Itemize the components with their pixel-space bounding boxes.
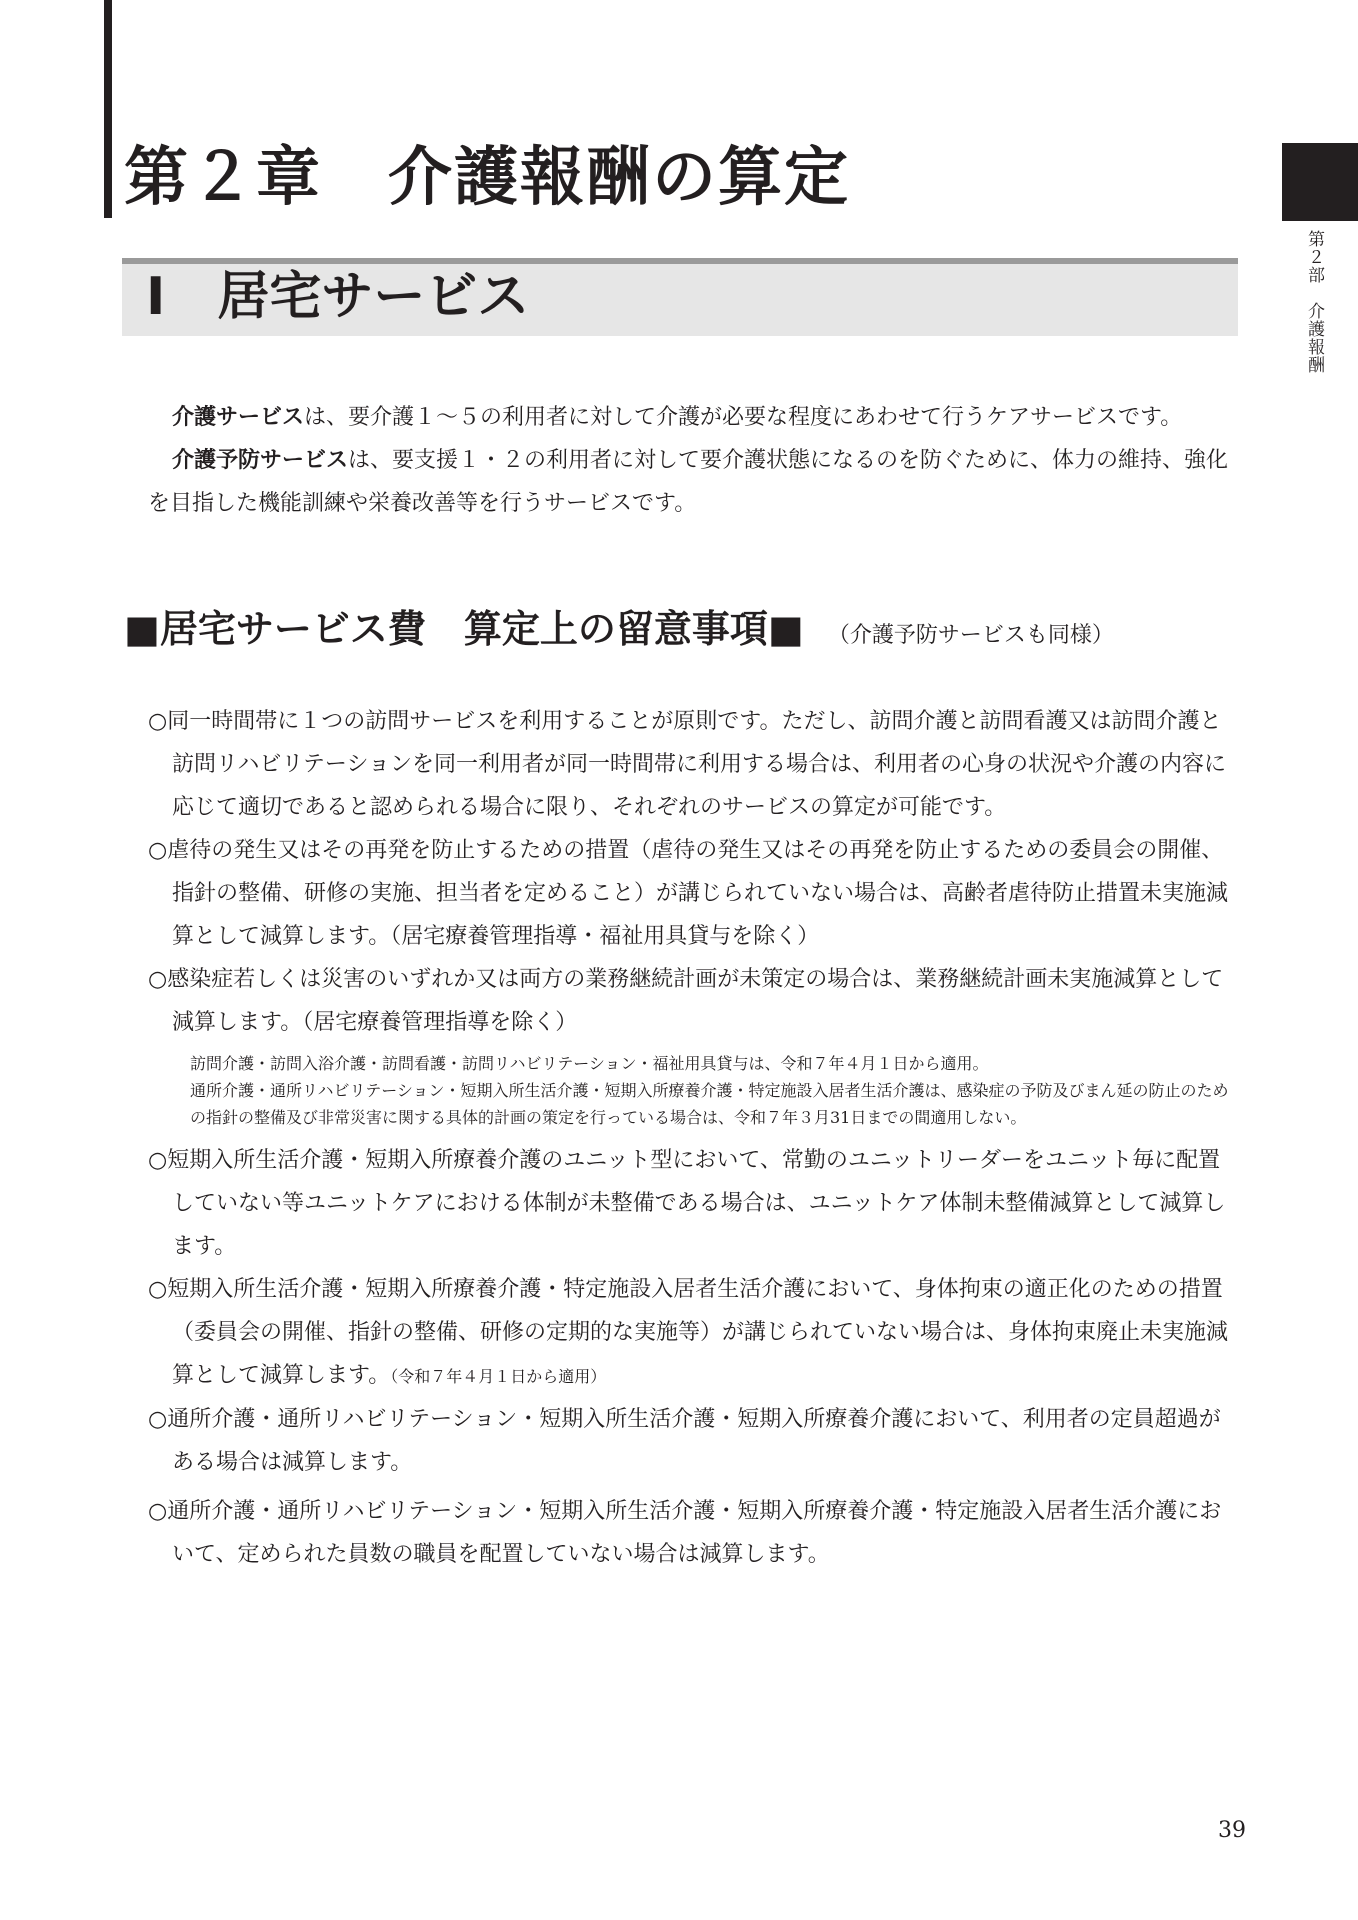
list-item: ○感染症若しくは災害のいずれか又は両方の業務継続計画が未策定の場合は、業務継続計画未実施減算として減算します。（居宅療養管理指導を除く） (148, 967, 1224, 1035)
side-tab-marker (1282, 143, 1358, 221)
note-line: 訪問介護・訪問入浴介護・訪問看護・訪問リハビリテーション・福祉用具貸与は、令和７年４月１日から適用。 (190, 1054, 989, 1073)
subsection-heading (124, 604, 1114, 654)
subsection-note: （介護予防サービスも同様） (827, 623, 1114, 648)
list-item (148, 1268, 1240, 1398)
list-item: ○短期入所生活介護・短期入所療養介護のユニット型において、常勤のユニットリーダーをユニット毎に配置していない等ユニットケアにおける体制が未整備である場合は、ユニットケア体制未整備減算として減算します。 (148, 1148, 1226, 1259)
subsection-title: ■居宅サービス費 算定上の留意事項■ (124, 607, 804, 651)
chapter-title: 第２章 介護報酬の算定 (124, 141, 850, 215)
list-item-note: （令和７年４月１日から適用） (390, 1367, 607, 1386)
intro-text: は、要支援１・２の利用者に対して要介護状態になるのを防ぐために、体力の維持、強化を目指した機能訓練や栄養改善等を行うサービスです。 (148, 448, 1229, 516)
list-item: ○通所介護・通所リハビリテーション・短期入所生活介護・短期入所療養介護において、利用者の定員超過がある場合は減算します。 (148, 1407, 1221, 1475)
page-number: 39 (1218, 1818, 1246, 1843)
chapter-bar (104, 0, 112, 218)
list-item: ○虐待の発生又はその再発を防止するための措置（虐待の発生又はその再発を防止するための委員会の開催、指針の整備、研修の実施、担当者を定めること）が講じられていない場合は、高齢者虐待防止措置未実施減算として減算します。（居宅療養管理指導・福祉用具貸与を除く） (148, 838, 1229, 949)
list-item: ○同一時間帯に１つの訪問サービスを利用することが原則です。ただし、訪問介護と訪問看護又は訪問介護と訪問リハビリテーションを同一利用者が同一時間帯に利用する場合は、利用者の心身の状況や介護の内容に応じて適切であると認められる場合に限り、それぞれのサービスの算定が可能です。 (148, 709, 1227, 820)
intro-paragraph (148, 439, 1238, 525)
intro-term: 介護サービス (172, 405, 305, 430)
side-tab-label: 第２部 介護報酬 (1304, 230, 1324, 374)
intro-paragraph (148, 396, 1238, 439)
intro-term: 介護予防サービス (172, 448, 349, 473)
notice-list (148, 700, 1240, 1576)
intro-text: は、要介護１～５の利用者に対して介護が必要な程度にあわせて行うケアサービスです。 (304, 405, 1183, 430)
section-title: Ⅰ 居宅サービス (146, 267, 530, 327)
bcp-notes (190, 1050, 1240, 1131)
list-item-text: ○短期入所生活介護・短期入所療養介護・特定施設入居者生活介護において、身体拘束の適正化のための措置（委員会の開催、指針の整備、研修の定期的な実施等）が講じられていない場合は、身体拘束廃止未実施減算として減算します。 (148, 1277, 1229, 1388)
list-item: ○通所介護・通所リハビリテーション・短期入所生活介護・短期入所療養介護・特定施設入居者生活介護において、定められた員数の職員を配置していない場合は減算します。 (148, 1499, 1222, 1567)
intro-paragraphs (148, 396, 1238, 525)
note-line: 通所介護・通所リハビリテーション・短期入所生活介護・短期入所療養介護・特定施設入居者生活介護は、感染症の予防及びまん延の防止のための指針の整備及び非常災害に関する具体的計画の策定を行っている場合は、令和７年３月31日までの間適用しない。 (190, 1081, 1229, 1127)
